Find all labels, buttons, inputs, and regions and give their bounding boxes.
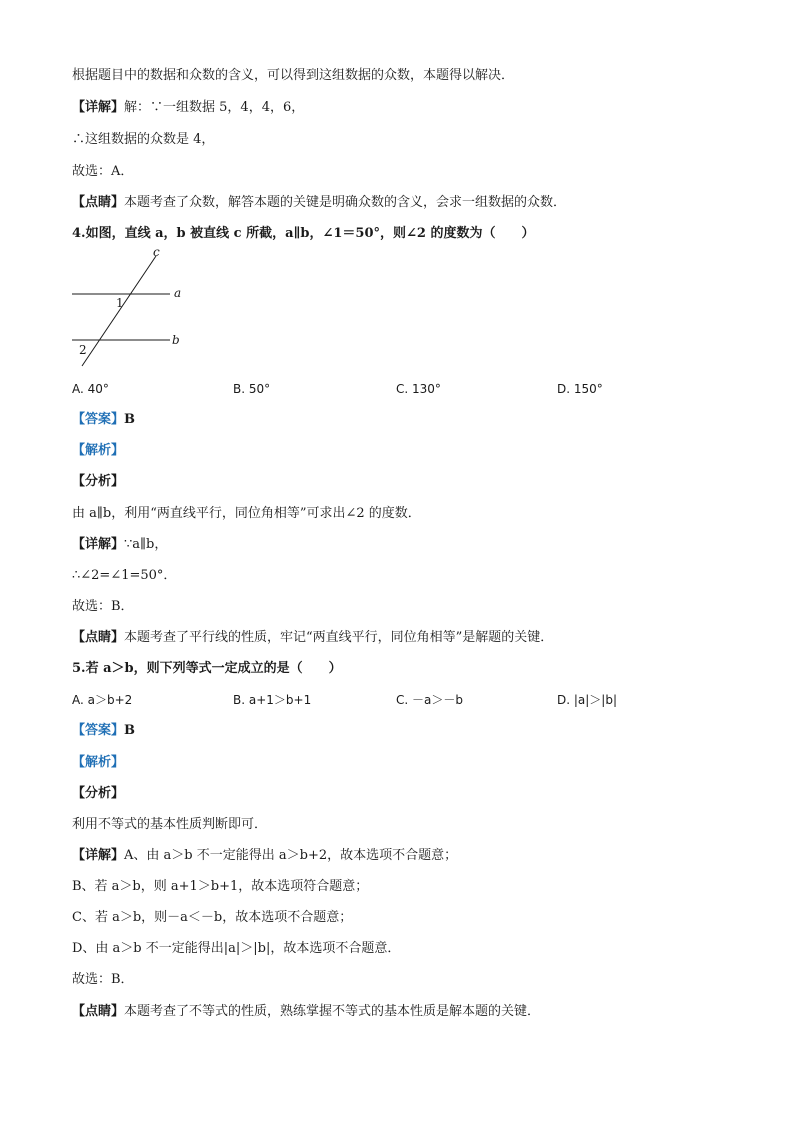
q5-option-c: C. －a＞－b <box>396 693 463 707</box>
q5-fenxi-tag-line <box>72 786 124 802</box>
label-a: a <box>174 286 182 300</box>
analysis-tag: 【解析】 <box>72 755 125 770</box>
remark-line <box>72 195 566 211</box>
detail-tag: 【详解】 <box>72 848 125 863</box>
remark-text: 本题考查了平行线的性质，牢记“两直线平行，同位角相等”是解题的关键． <box>124 630 554 645</box>
q5-option-b: B. a+1＞b+1 <box>233 693 312 707</box>
q5-option-d: D. |a|＞|b| <box>557 693 618 707</box>
q4-detail-line <box>72 537 167 553</box>
q5-remark-line <box>72 1004 540 1020</box>
answer-value: B <box>124 723 136 738</box>
detail-text: 解：∵一组数据 5，4，4，6， <box>124 100 305 115</box>
answer-tag: 【答案】 <box>72 412 125 427</box>
remark-tag: 【点睛】 <box>72 195 125 210</box>
q5-fenxi-text: 利用不等式的基本性质判断即可． <box>72 817 268 832</box>
q4-remark-line <box>72 630 553 646</box>
q5-option-a: A. a＞b+2 <box>72 693 133 707</box>
remark-tag: 【点睛】 <box>72 1004 125 1019</box>
analysis-tag: 【解析】 <box>72 443 125 458</box>
remark-text: 本题考查了众数，解答本题的关键是明确众数的含义，会求一组数据的众数． <box>124 195 567 210</box>
q5-detail-c: C、若 a＞b，则－a＜－b，故本选项不合题意； <box>72 910 353 925</box>
q5-choose: 故选：B． <box>72 972 134 987</box>
q5-detail-b: B、若 a＞b，则 a+1＞b+1，故本选项符合题意； <box>72 879 369 894</box>
q4-fenxi-tag-line <box>72 474 124 490</box>
q4-detail-2: ∴∠2=∠1=50°． <box>72 568 177 583</box>
answer-tag: 【答案】 <box>72 723 125 738</box>
fenxi-tag: 【分析】 <box>72 474 125 489</box>
label-1: 1 <box>116 296 124 310</box>
q5-detail-d: D、由 a＞b 不一定能得出|a|＞|b|，故本选项不合题意． <box>72 941 401 956</box>
detail-line <box>72 100 304 116</box>
q5-answer-line <box>72 723 135 739</box>
q5-analysis-line <box>72 755 124 771</box>
detail-tag: 【详解】 <box>72 100 125 115</box>
label-b: b <box>172 333 180 347</box>
question-4-stem: 4.如图，直线 a，b 被直线 c 所截，a∥b，∠1＝50°，则∠2 的度数为（ ） <box>72 226 535 241</box>
answer-value: B <box>124 412 136 427</box>
q4-analysis-line <box>72 443 124 459</box>
q4-option-a: A. 40° <box>72 382 109 396</box>
line-c <box>82 256 156 366</box>
parallel-lines-figure <box>66 244 196 370</box>
fenxi-tag: 【分析】 <box>72 786 125 801</box>
intro-line: 根据题目中的数据和众数的含义，可以得到这组数据的众数，本题得以解决． <box>72 68 515 83</box>
choose-line: 故选：A． <box>72 164 134 179</box>
q4-choose: 故选：B． <box>72 599 134 614</box>
detail-tag: 【详解】 <box>72 537 125 552</box>
q5-detail-line <box>72 848 457 864</box>
remark-text: 本题考查了不等式的性质，熟练掌握不等式的基本性质是解本题的关键． <box>124 1004 541 1019</box>
label-c: c <box>153 245 160 259</box>
detail-text: ∵a∥b， <box>124 537 168 552</box>
remark-tag: 【点睛】 <box>72 630 125 645</box>
detail-text: A、由 a＞b 不一定能得出 a＞b+2，故本选项不合题意； <box>124 848 458 863</box>
q4-option-b: B. 50° <box>233 382 271 396</box>
q4-fenxi-text: 由 a∥b，利用“两直线平行，同位角相等”可求出∠2 的度数． <box>72 506 421 521</box>
label-2: 2 <box>79 343 87 357</box>
q4-option-c: C. 130° <box>396 382 441 396</box>
q4-answer-line <box>72 412 135 428</box>
q4-option-d: D. 150° <box>557 382 603 396</box>
question-5-stem: 5.若 a＞b，则下列等式一定成立的是（ ） <box>72 661 342 676</box>
mode-line: ∴这组数据的众数是 4， <box>72 132 215 147</box>
